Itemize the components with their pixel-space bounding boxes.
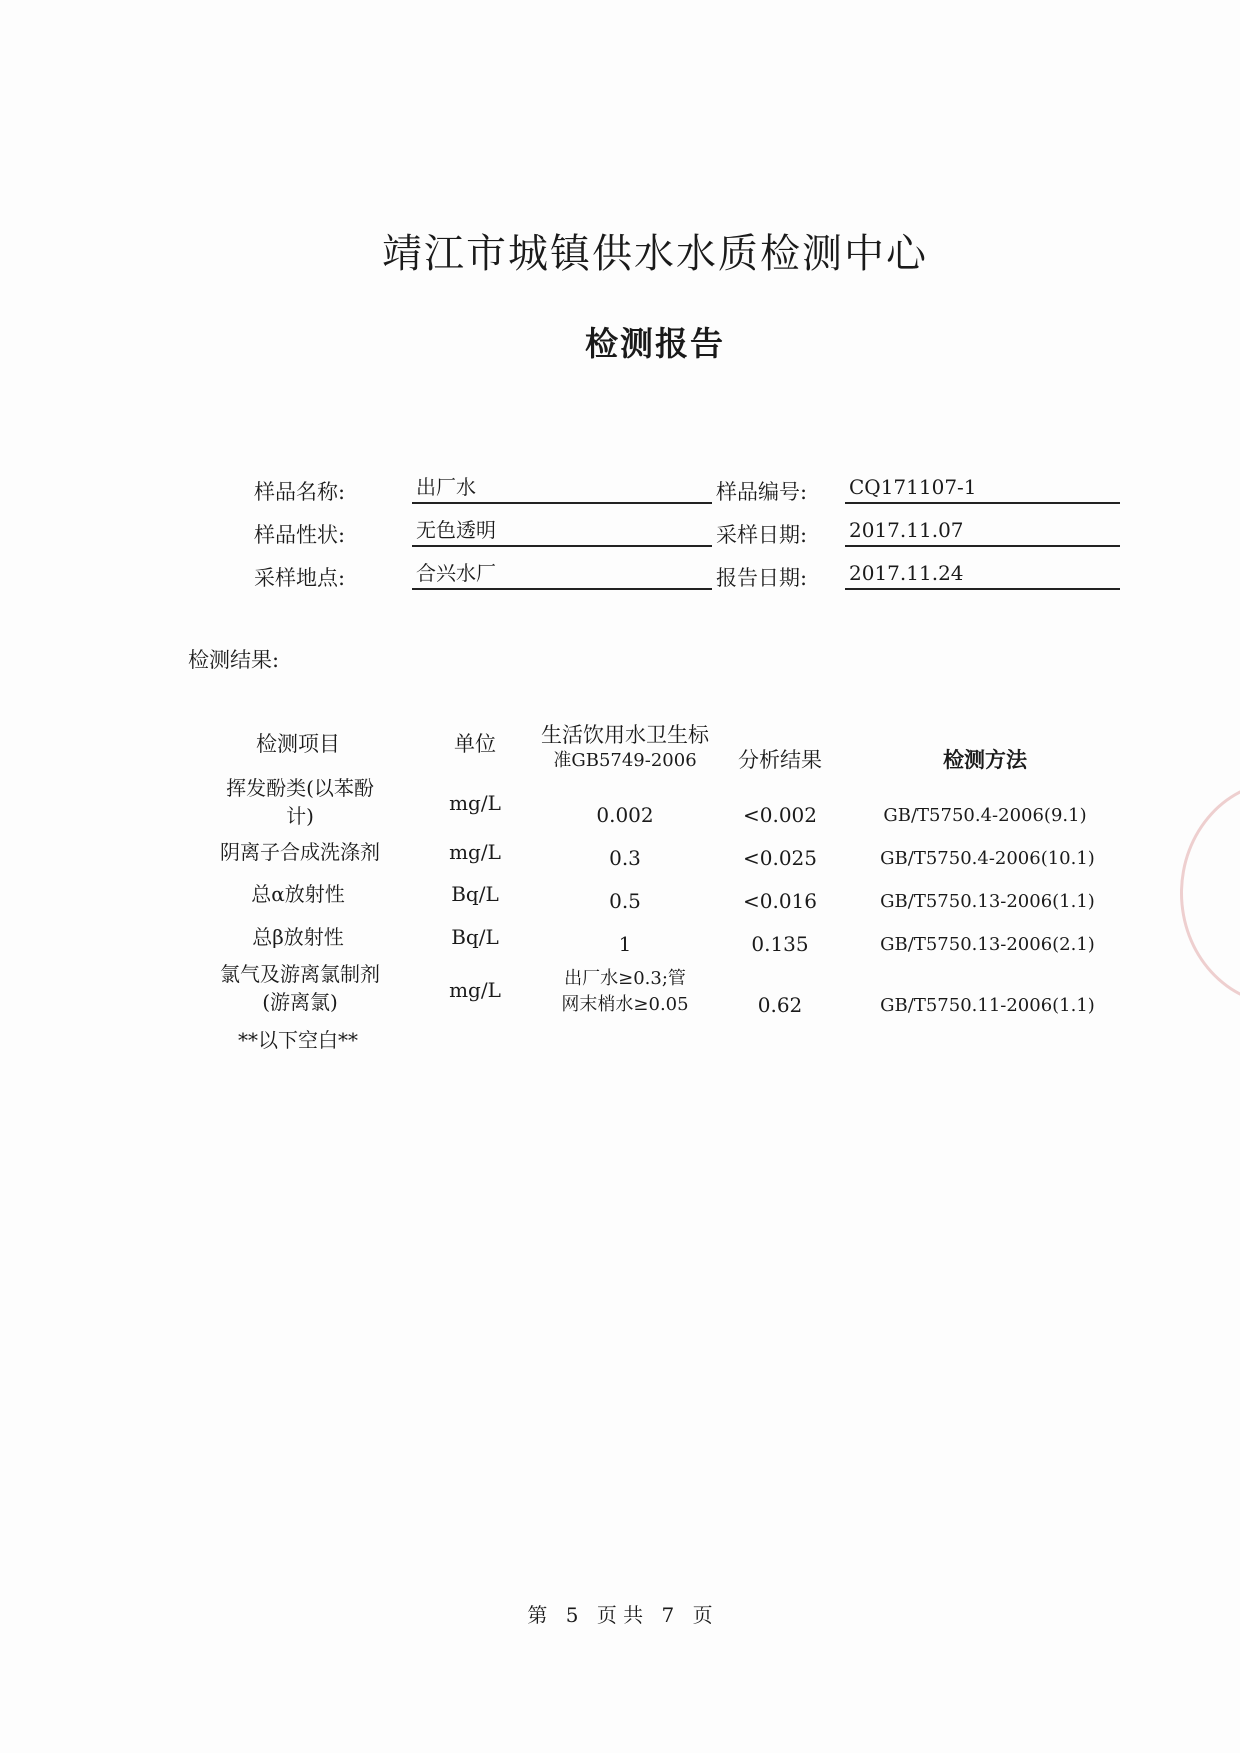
row-4-item: 总β放射性: [252, 925, 344, 949]
row-2-method: GB/T5750.4-2006(10.1): [880, 848, 1095, 869]
organization-title: 靖江市城镇供水水质检测中心: [382, 231, 928, 277]
page-mid: 页 共: [596, 1603, 644, 1627]
row-1-item-line1: 挥发酚类(以苯酚: [226, 776, 374, 800]
row-5-standard: [525, 966, 725, 1018]
row-4-standard: 1: [618, 932, 632, 956]
report-date-value: 2017.11.24: [845, 560, 1120, 590]
header-standard-line1: 生活饮用水卫生标: [541, 723, 709, 747]
sample-number-label: 样品编号:: [716, 480, 808, 504]
sampling-location-value: 合兴水厂: [412, 560, 712, 590]
table-row-1-item: [185, 774, 415, 830]
row-4-result: 0.135: [751, 932, 809, 956]
results-section-label: 检测结果:: [188, 648, 280, 672]
page-prefix: 第: [527, 1603, 548, 1627]
row-5-standard-line1: 出厂水≥0.3;管: [564, 968, 686, 989]
sample-name-label: 样品名称:: [254, 480, 346, 504]
sample-property-label: 样品性状:: [254, 523, 346, 547]
header-method: 检测方法: [943, 747, 1027, 772]
sampling-date-label: 采样日期:: [716, 523, 808, 547]
row-3-method: GB/T5750.13-2006(1.1): [880, 891, 1095, 912]
page-number-footer: [0, 1599, 1240, 1628]
row-5-unit: mg/L: [449, 978, 501, 1002]
row-5-item-line1: 氯气及游离氯制剂: [220, 962, 380, 986]
page-current: 5: [565, 1603, 579, 1627]
row-3-item: 总α放射性: [251, 882, 345, 906]
header-unit: 单位: [454, 732, 496, 756]
sample-name-value: 出厂水: [412, 474, 712, 504]
row-3-unit: Bq/L: [451, 882, 499, 906]
header-standard-line2: 准GB5749-2006: [553, 750, 697, 771]
row-1-result: <0.002: [742, 803, 817, 827]
row-2-item: 阴离子合成洗涤剂: [220, 840, 380, 864]
sampling-date-value: 2017.11.07: [845, 517, 1120, 547]
row-1-unit: mg/L: [449, 791, 501, 815]
end-of-table-marker: **以下空白**: [238, 1028, 358, 1052]
row-3-standard: 0.5: [609, 889, 641, 913]
header-item: 检测项目: [256, 732, 340, 756]
row-1-standard: 0.002: [596, 803, 654, 827]
row-2-result: <0.025: [742, 846, 817, 870]
report-title: 检测报告: [585, 324, 725, 363]
row-2-standard: 0.3: [609, 846, 641, 870]
row-2-unit: mg/L: [449, 840, 501, 864]
row-1-method: GB/T5750.4-2006(9.1): [883, 805, 1087, 826]
row-4-method: GB/T5750.13-2006(2.1): [880, 934, 1095, 955]
row-5-standard-line2: 网末梢水≥0.05: [561, 994, 689, 1015]
row-5-item: [185, 960, 415, 1016]
header-standard: [525, 722, 725, 774]
sample-number-value: CQ171107-1: [845, 474, 1120, 504]
seal-stamp-edge: [1180, 780, 1240, 1006]
row-5-result: 0.62: [757, 993, 803, 1017]
header-result: 分析结果: [738, 748, 822, 772]
row-5-item-line2: (游离氯): [262, 990, 338, 1014]
row-1-item-line2: 计): [286, 804, 314, 828]
page-suffix: 页: [692, 1603, 713, 1627]
sampling-location-label: 采样地点:: [254, 566, 346, 590]
page-total: 7: [661, 1603, 675, 1627]
sample-property-value: 无色透明: [412, 517, 712, 547]
row-5-method: GB/T5750.11-2006(1.1): [880, 995, 1095, 1016]
row-3-result: <0.016: [742, 889, 817, 913]
report-date-label: 报告日期:: [716, 566, 808, 590]
row-4-unit: Bq/L: [451, 925, 499, 949]
